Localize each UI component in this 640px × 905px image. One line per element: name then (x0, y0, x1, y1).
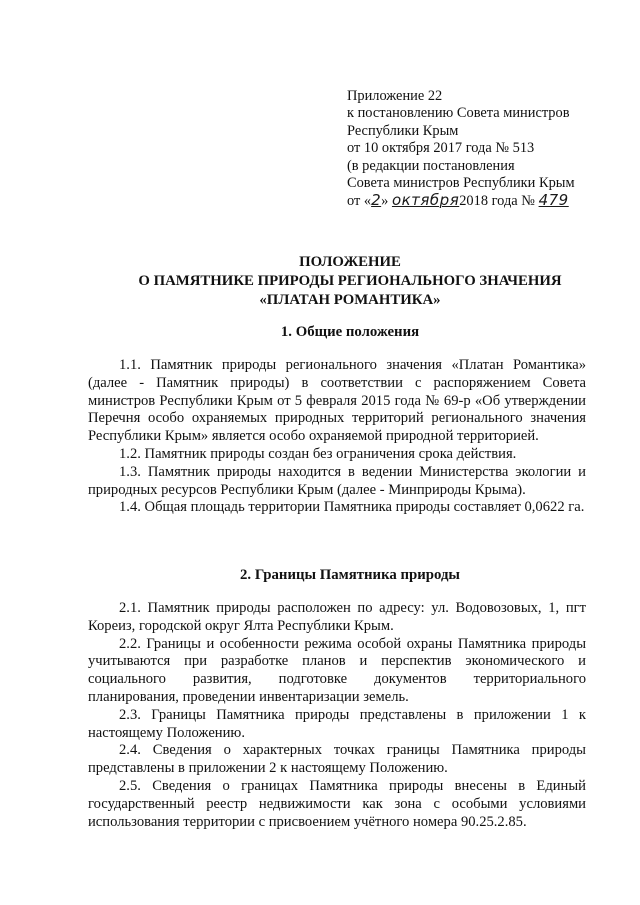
paragraph: 1.1. Памятник природы регионального значения «Платан Романтика» (далее - Памятник природы) в соответствии с распоряжением Совета министров Республики Крым от 5 февраля 2015 года № 69-р «Об утверждении Перечня особо охраняемых природных территорий регионального значения Республики Крым» является особо охраняемой природной территорией. (88, 357, 586, 445)
handwritten-month: октября (391, 191, 460, 210)
approval-year: 2018 года № (459, 193, 539, 210)
approval-block (347, 88, 607, 211)
section-heading-general: 1. Общие положения (280, 324, 420, 340)
paragraph: 2.2. Границы и особенности режима особой охраны Памятника природы учитываются при разработке планов и перспектив экономического и социального развития, подготовке документов территориального планирования, проведении инвентаризации земель. (88, 635, 586, 705)
approval-line: Республики Крым (347, 122, 459, 139)
approval-line: (в редакции постановления (347, 157, 515, 174)
approval-line: Совета министров Республики Крым (347, 175, 575, 192)
handwritten-day: 2 (371, 191, 382, 210)
paragraph: 2.4. Сведения о характерных точках границы Памятника природы представлены в приложении 2 к настоящему Положению. (88, 742, 586, 777)
paragraph: 2.3. Границы Памятника природы представлены в приложении 1 к настоящему Положению. (88, 706, 586, 741)
handwritten-number: 479 (538, 191, 569, 210)
approval-date-prefix: от « (347, 193, 372, 210)
approval-line: от 10 октября 2017 года № 513 (347, 140, 535, 157)
title-line: О ПАМЯТНИКЕ ПРИРОДЫ РЕГИОНАЛЬНОГО ЗНАЧЕНИЯ (138, 273, 562, 289)
title-line: «ПЛАТАН РОМАНТИКА» (259, 292, 441, 308)
section-boundaries-body (88, 600, 586, 831)
paragraph: 1.4. Общая площадь территории Памятника природы составляет 0,0622 га. (119, 499, 585, 516)
paragraph: 2.1. Памятник природы расположен по адресу: ул. Водовозовых, 1, пгт Кореиз, городской округ Ялта Республики Крым. (88, 600, 586, 634)
approval-date-mid: » (381, 193, 392, 210)
title-line: ПОЛОЖЕНИЕ (299, 254, 401, 270)
paragraph: 1.2. Памятник природы создан без ограничения срока действия. (119, 445, 517, 462)
document-title (60, 253, 640, 310)
approval-signature-line (347, 192, 607, 210)
section-heading-boundaries: 2. Границы Памятника природы (240, 567, 460, 583)
paragraph: 2.5. Сведения о границах Памятника природы внесены в Единый государственный реестр недвижимости как зона с особыми условиями использования территории с присвоением учётного номера 90.25.2.85. (88, 777, 586, 830)
section-general-body (88, 357, 586, 517)
paragraph: 1.3. Памятник природы находится в ведении Министерства экологии и природных ресурсов Республики Крым (далее - Минприроды Крыма). (88, 463, 586, 498)
approval-line: к постановлению Совета министров (347, 105, 570, 122)
approval-line: Приложение 22 (347, 88, 443, 104)
